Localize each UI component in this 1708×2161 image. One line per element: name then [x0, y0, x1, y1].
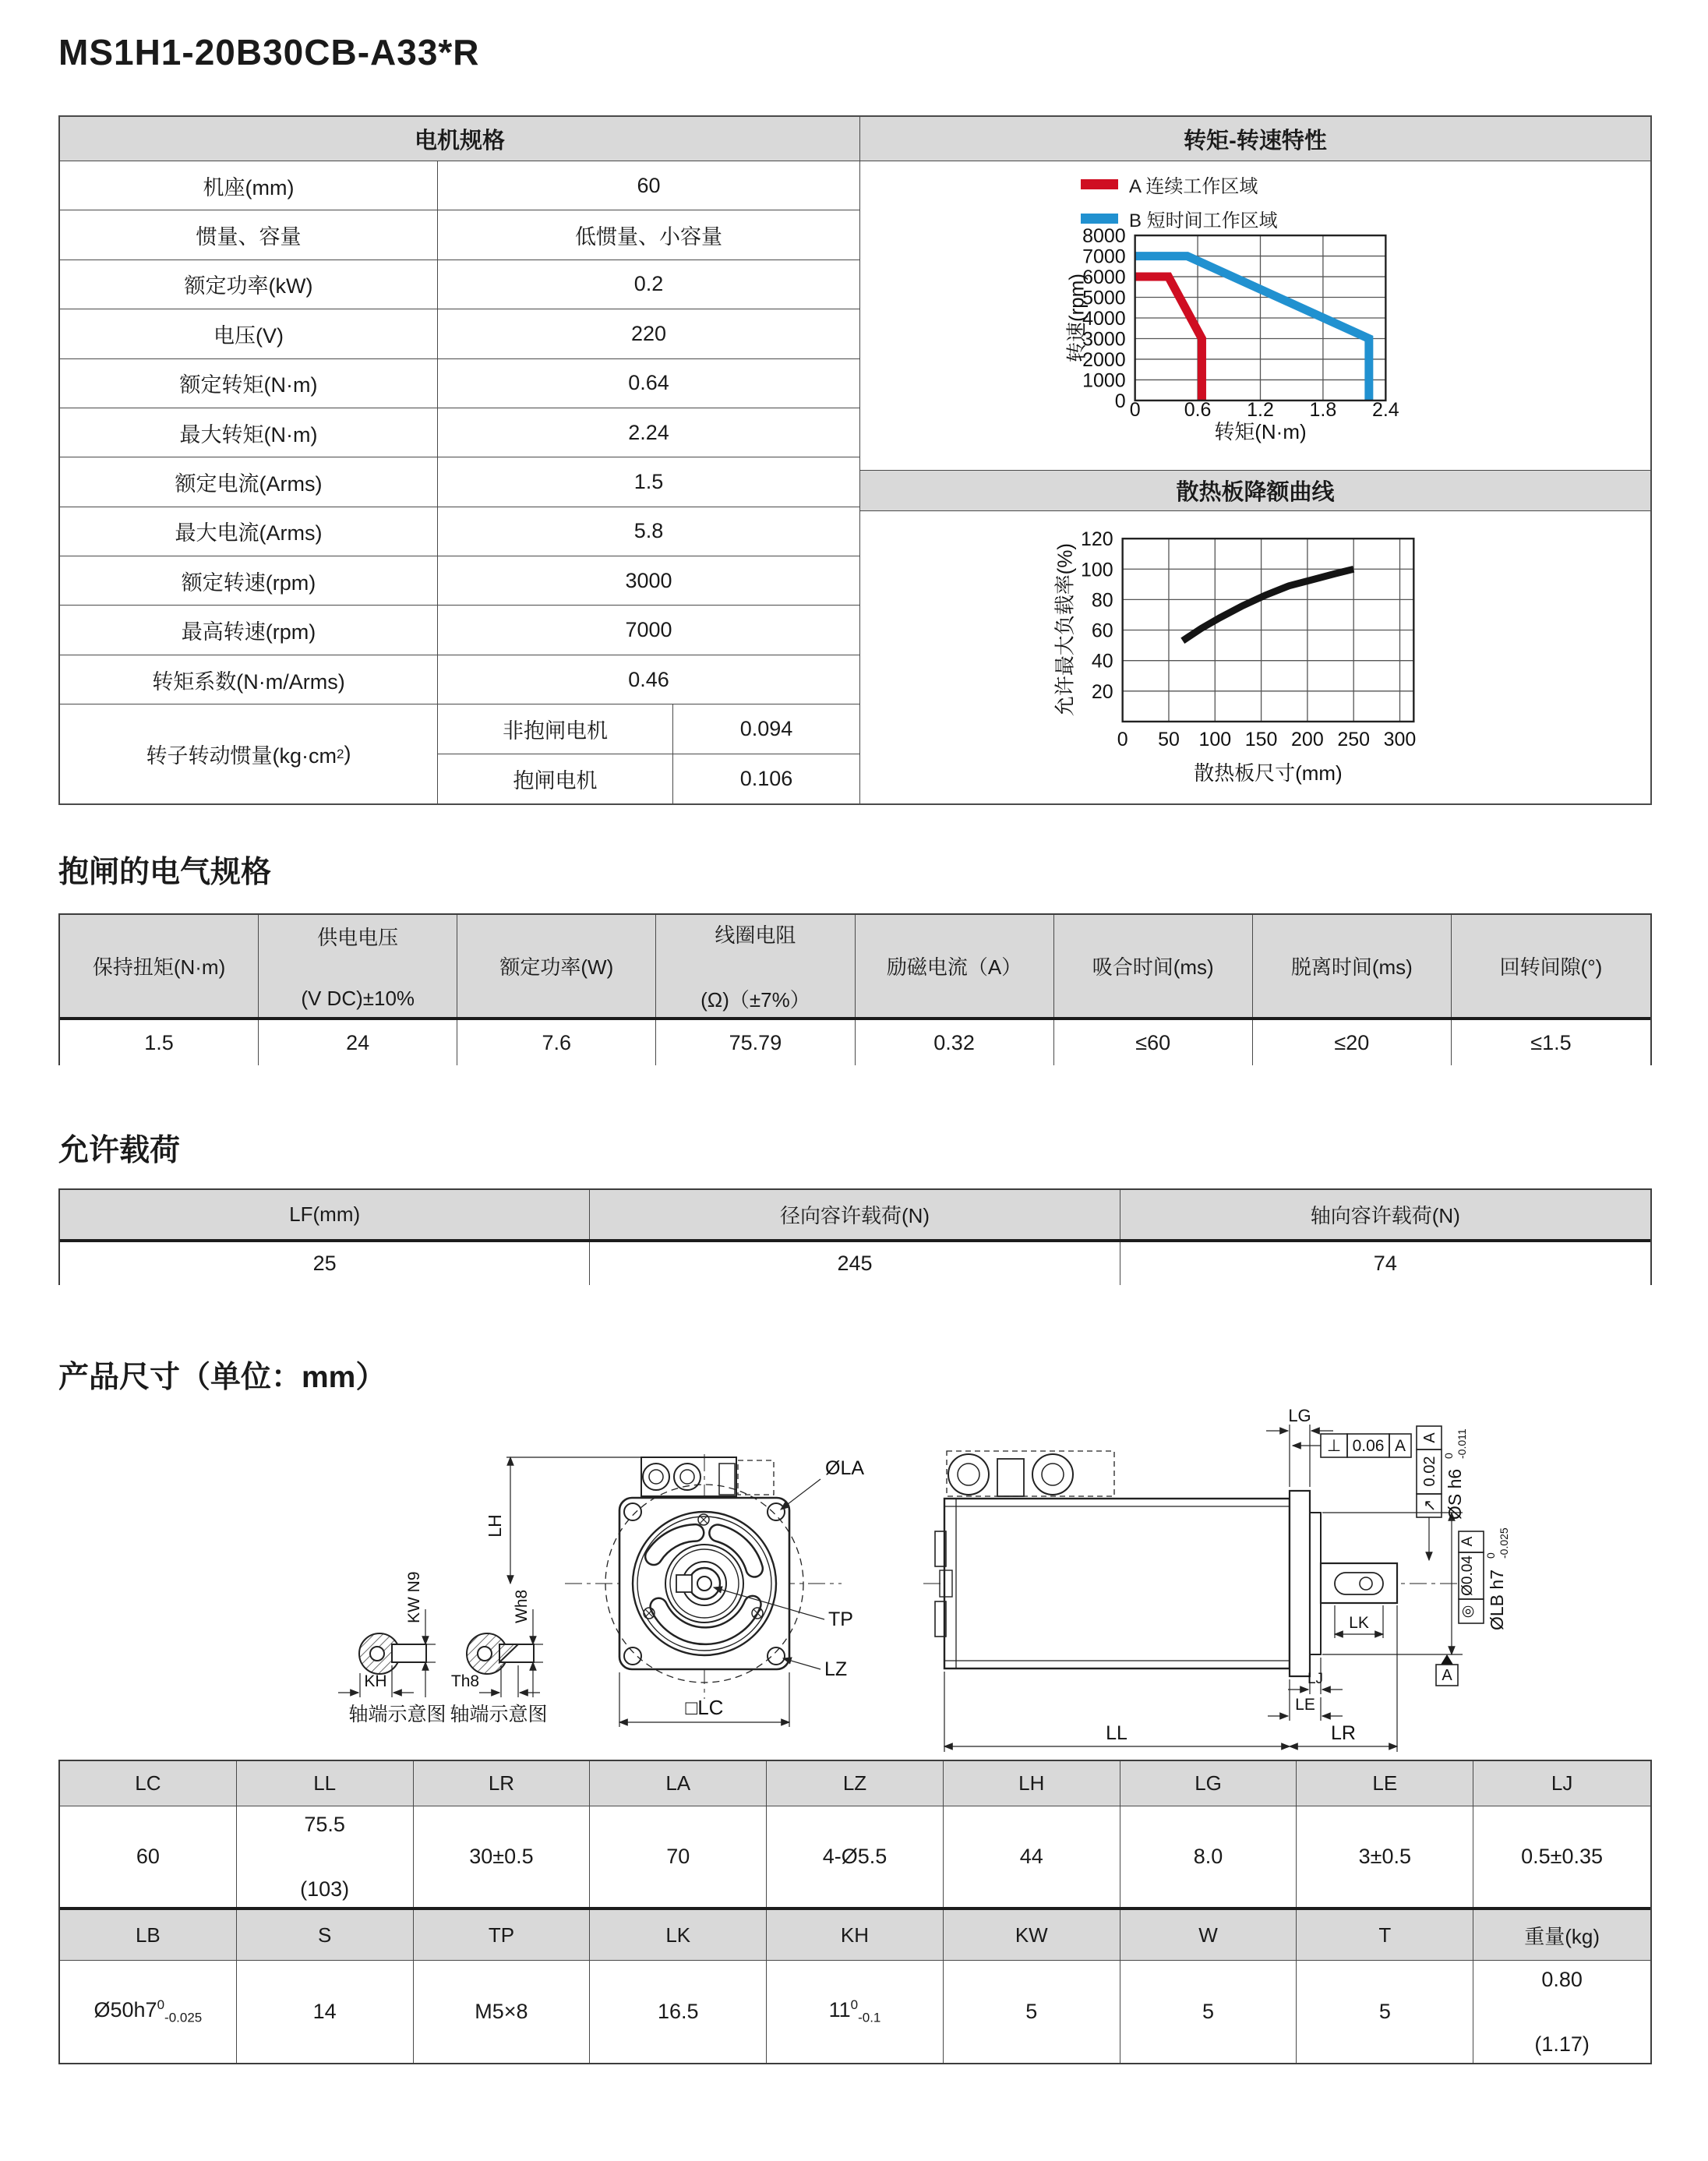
brake-header: 励磁电流（A） — [856, 915, 1054, 1017]
dim-header: LL — [237, 1761, 414, 1806]
spec-value: 5.8 — [633, 519, 664, 543]
spec-value: 1.5 — [633, 469, 664, 493]
dim-header: LJ — [1473, 1761, 1650, 1806]
spec-value: 220 — [630, 321, 667, 345]
brake-header: 线圈电阻 (Ω)（±7%） — [656, 915, 855, 1017]
shaft1-keyway-width-label: KW N9 — [405, 1571, 423, 1623]
table-row — [60, 408, 859, 457]
spec-label: 惯量、容量 — [60, 210, 438, 259]
spec-value: 0.2 — [633, 272, 664, 296]
concentricity-datum: A — [1459, 1536, 1476, 1547]
shaft1-keyway-depth-label: KH — [364, 1672, 387, 1690]
spec-label: 最高转速(rpm) — [60, 606, 438, 654]
spec-sublabel: 非抱闸电机 — [438, 704, 673, 754]
table-row — [60, 606, 859, 655]
load-value-row — [60, 1242, 1650, 1285]
side-lg-label: LG — [1288, 1406, 1311, 1425]
torque-speed-header: 转矩-转速特性 — [860, 117, 1650, 161]
dim-value-row-1 — [60, 1806, 1650, 1910]
dim-value: 75.5 (103) — [237, 1806, 414, 1907]
x-tick-label: 250 — [1337, 728, 1371, 750]
load-value: 25 — [60, 1242, 590, 1285]
y-tick-label: 1000 — [1082, 369, 1126, 392]
svg-text:0: 0 — [1442, 1453, 1455, 1459]
motor-spec-and-curves-table — [58, 115, 1652, 805]
brake-value: ≤60 — [1054, 1020, 1253, 1065]
x-tick-label: 50 — [1158, 728, 1180, 750]
y-tick-label: 4000 — [1082, 307, 1126, 330]
legend-swatch-red — [1081, 179, 1118, 189]
table-row — [60, 507, 859, 556]
spec-label: 转矩系数(N·m/Arms) — [60, 655, 438, 704]
spec-label: 电压(V) — [60, 309, 438, 358]
brake-header: 吸合时间(ms) — [1054, 915, 1253, 1017]
brake-header: 保持扭矩(N·m) — [60, 915, 259, 1017]
shaft2-keyway-width-label: Wh8 — [513, 1589, 531, 1623]
dim-value: 30±0.5 — [414, 1806, 591, 1907]
dim-value: 5 — [1297, 1961, 1473, 2063]
legend-swatch-blue — [1081, 214, 1118, 224]
dim-header: LK — [590, 1910, 767, 1960]
front-lh-label: LH — [485, 1514, 505, 1538]
y-tick-label: 20 — [1091, 680, 1113, 703]
svg-text:-0.011: -0.011 — [1456, 1428, 1468, 1459]
motor-spec-header: 电机规格 — [60, 117, 859, 161]
side-lk-label: LK — [1349, 1614, 1369, 1632]
table-row — [60, 359, 859, 408]
brake-header: 额定功率(W) — [457, 915, 656, 1017]
svg-text:ØLB h7: ØLB h7 — [1487, 1570, 1507, 1630]
spigot-diameter-note — [1484, 1527, 1510, 1630]
load-header: LF(mm) — [60, 1190, 590, 1239]
shaft2-caption: 轴端示意图 — [450, 1704, 548, 1725]
y-tick-label: 60 — [1091, 620, 1113, 642]
table-row — [60, 260, 859, 309]
runout-datum: A — [1421, 1432, 1438, 1443]
brake-value: 1.5 — [60, 1020, 259, 1065]
dim-value: 0.80 (1.17) — [1473, 1961, 1650, 2063]
load-header-row — [60, 1190, 1650, 1242]
derating-chart — [860, 511, 1650, 805]
load-value: 74 — [1120, 1242, 1650, 1285]
dim-value: 5 — [944, 1961, 1120, 2063]
y-tick-label: 40 — [1091, 650, 1113, 673]
dim-header: LE — [1297, 1761, 1473, 1806]
spec-subvalue: 0.094 — [673, 704, 859, 754]
dim-value: 14 — [237, 1961, 414, 2063]
brake-section-title: 抱闸的电气规格 — [58, 856, 272, 889]
front-tp-label: TP — [828, 1608, 853, 1630]
dimension-table — [58, 1760, 1652, 2064]
motor-spec-table — [60, 117, 860, 803]
spec-subvalue: 0.106 — [739, 766, 793, 790]
table-row — [60, 161, 859, 210]
dim-value: $11^0_{-0.1}$ — [767, 1961, 944, 2063]
legend-item-b — [1081, 205, 1278, 232]
brake-value: 75.79 — [656, 1020, 855, 1065]
concentricity-value: Ø0.04 — [1459, 1555, 1476, 1596]
x-tick-label: 200 — [1291, 728, 1324, 750]
dim-header: TP — [414, 1910, 591, 1960]
brake-header: 回转间隙(°) — [1452, 915, 1650, 1017]
spec-label — [60, 704, 438, 803]
dim-header: LR — [414, 1761, 591, 1806]
legend-label: A 连续工作区域 — [1129, 176, 1258, 197]
table-row — [60, 309, 859, 358]
runout-icon: ↗ — [1421, 1499, 1438, 1513]
dim-header: LB — [60, 1910, 237, 1960]
y-tick-label: 80 — [1091, 589, 1113, 612]
dim-value: 70 — [590, 1806, 767, 1907]
brake-header: 脱离时间(ms) — [1253, 915, 1452, 1017]
dim-header-row-1 — [60, 1761, 1650, 1806]
x-tick-label: 150 — [1244, 728, 1278, 750]
x-tick-label: 100 — [1198, 728, 1232, 750]
x-tick-label: 0 — [1117, 728, 1128, 750]
chart-legend — [1081, 171, 1278, 232]
inertia-subtable — [438, 704, 859, 803]
spec-label: 最大转矩(N·m) — [60, 408, 438, 457]
load-header: 径向容许载荷(N) — [590, 1190, 1120, 1239]
brake-value: ≤20 — [1253, 1020, 1452, 1065]
perpendicularity-icon: ⊥ — [1326, 1437, 1342, 1455]
curves-pane — [860, 117, 1650, 803]
datum-a-label: A — [1442, 1667, 1452, 1684]
spec-label: 最大电流(Arms) — [60, 507, 438, 556]
shaft2-key-label: Th8 — [450, 1672, 480, 1690]
spec-sublabel: 抱闸电机 — [438, 754, 673, 803]
rotor-inertia-row — [60, 704, 859, 803]
torque-speed-chart-box — [860, 161, 1650, 470]
front-lc-label: □LC — [685, 1696, 724, 1719]
derating-chart-box — [860, 511, 1650, 809]
side-lj-label: LJ — [1307, 1671, 1324, 1687]
brake-value: 7.6 — [457, 1020, 656, 1065]
x-tick-label: 2.4 — [1371, 398, 1399, 421]
dims-section-title: 产品尺寸（单位：mm） — [58, 1361, 386, 1394]
brake-spec-table — [58, 913, 1652, 1065]
brake-header: 供电电压 (V DC)±10% — [259, 915, 457, 1017]
inertia-label-base: 转子转动惯量(kg·cm — [146, 744, 337, 768]
spec-label: 额定功率(kW) — [60, 260, 438, 309]
legend-label: B 短时间工作区域 — [1129, 210, 1278, 231]
dim-header: KW — [944, 1910, 1120, 1960]
dim-value: 3±0.5 — [1297, 1806, 1473, 1907]
allowed-load-table — [58, 1188, 1652, 1285]
y-tick-label: 3000 — [1082, 328, 1126, 351]
dim-value-row-2 — [60, 1961, 1650, 2063]
x-axis-title: 转矩(N·m) — [1214, 419, 1307, 443]
derating-header: 散热板降额曲线 — [860, 470, 1650, 511]
y-tick-label: 100 — [1081, 559, 1113, 581]
table-row — [60, 655, 859, 704]
concentricity-icon: ◎ — [1459, 1605, 1476, 1619]
x-tick-label: 1.2 — [1247, 398, 1274, 421]
dim-header: KH — [767, 1910, 944, 1960]
x-axis-title: 散热板尺寸(mm) — [1194, 761, 1343, 785]
dim-value: 8.0 — [1120, 1806, 1297, 1907]
inertia-label-close: ) — [344, 742, 351, 766]
dim-value: 4-Ø5.5 — [767, 1806, 944, 1907]
dim-header: LH — [944, 1761, 1120, 1806]
load-header: 轴向容许载荷(N) — [1120, 1190, 1650, 1239]
dim-value: $Ø50h7^0_{-0.025}$ — [60, 1961, 237, 2063]
x-tick-label: 1.8 — [1309, 398, 1337, 421]
legend-item-a — [1081, 171, 1278, 198]
y-tick-label: 7000 — [1082, 245, 1126, 268]
spec-value: 60 — [637, 173, 661, 197]
dim-header: W — [1120, 1910, 1297, 1960]
spec-value: 7000 — [625, 618, 672, 642]
y-tick-label: 5000 — [1082, 287, 1126, 309]
shaft1-caption: 轴端示意图 — [348, 1704, 446, 1725]
page-title: MS1H1-20B30CB-A33*R — [58, 32, 480, 72]
load-value: 245 — [590, 1242, 1120, 1285]
dim-value: 60 — [60, 1806, 237, 1907]
x-tick-label: 0 — [1129, 398, 1141, 421]
dim-header-row-2 — [60, 1910, 1650, 1961]
dim-header: T — [1297, 1910, 1473, 1960]
dim-header: LA — [590, 1761, 767, 1806]
spec-value: 0.64 — [628, 371, 669, 395]
svg-text:ØS h6: ØS h6 — [1445, 1468, 1465, 1520]
y-axis-title: 允许最大负载率(%) — [1053, 542, 1077, 717]
y-tick-label: 2000 — [1082, 348, 1126, 371]
dimension-drawing — [58, 1403, 1652, 1760]
dim-value: 5 — [1120, 1961, 1297, 2063]
spec-label: 机座(mm) — [60, 161, 438, 210]
side-lr-label: LR — [1331, 1722, 1356, 1744]
inertia-label-sup: 2 — [337, 746, 344, 761]
front-la-label: ØLA — [825, 1457, 865, 1479]
table-row — [60, 210, 859, 260]
svg-text:0: 0 — [1484, 1552, 1497, 1559]
spec-label: 额定电流(Arms) — [60, 457, 438, 506]
x-tick-label: 0.6 — [1184, 398, 1212, 421]
load-section-title: 允许载荷 — [58, 1134, 181, 1167]
dim-header: LG — [1120, 1761, 1297, 1806]
perpendicularity-datum: A — [1394, 1437, 1406, 1455]
runout-value: 0.02 — [1421, 1456, 1438, 1487]
y-tick-label: 8000 — [1082, 225, 1126, 248]
dim-value: 0.5±0.35 — [1473, 1806, 1650, 1907]
dim-header: LC — [60, 1761, 237, 1806]
brake-value: ≤1.5 — [1452, 1020, 1650, 1065]
x-tick-label: 300 — [1383, 728, 1417, 750]
table-row — [60, 457, 859, 507]
brake-value: 0.32 — [856, 1020, 1054, 1065]
y-tick-label: 6000 — [1082, 267, 1126, 289]
y-axis-title: 转速(rpm) — [1064, 274, 1089, 362]
dim-value: M5×8 — [414, 1961, 591, 2063]
brake-header-row — [60, 915, 1650, 1020]
spec-label: 额定转速(rpm) — [60, 556, 438, 605]
spec-value: 3000 — [625, 568, 672, 592]
y-tick-label: 0 — [1114, 390, 1126, 412]
table-row — [60, 556, 859, 606]
spec-value: 2.24 — [628, 420, 669, 444]
dim-header: S — [237, 1910, 414, 1960]
spec-label: 额定转矩(N·m) — [60, 359, 438, 408]
dim-value: 44 — [944, 1806, 1120, 1907]
brake-value: 24 — [259, 1020, 457, 1065]
spec-value: 低惯量、小容量 — [575, 225, 722, 249]
brake-value-row — [60, 1020, 1650, 1065]
svg-text:-0.025: -0.025 — [1498, 1527, 1510, 1559]
dim-header: LZ — [767, 1761, 944, 1806]
side-ll-label: LL — [1106, 1722, 1127, 1744]
side-le-label: LE — [1295, 1696, 1315, 1714]
y-tick-label: 120 — [1081, 528, 1113, 551]
dim-value: 16.5 — [590, 1961, 767, 2063]
spec-value: 0.46 — [628, 667, 669, 691]
front-lz-label: LZ — [824, 1658, 848, 1680]
perpendicularity-value: 0.06 — [1352, 1437, 1385, 1455]
dim-header: 重量(kg) — [1473, 1910, 1650, 1960]
shaft-diameter-note — [1442, 1428, 1468, 1520]
